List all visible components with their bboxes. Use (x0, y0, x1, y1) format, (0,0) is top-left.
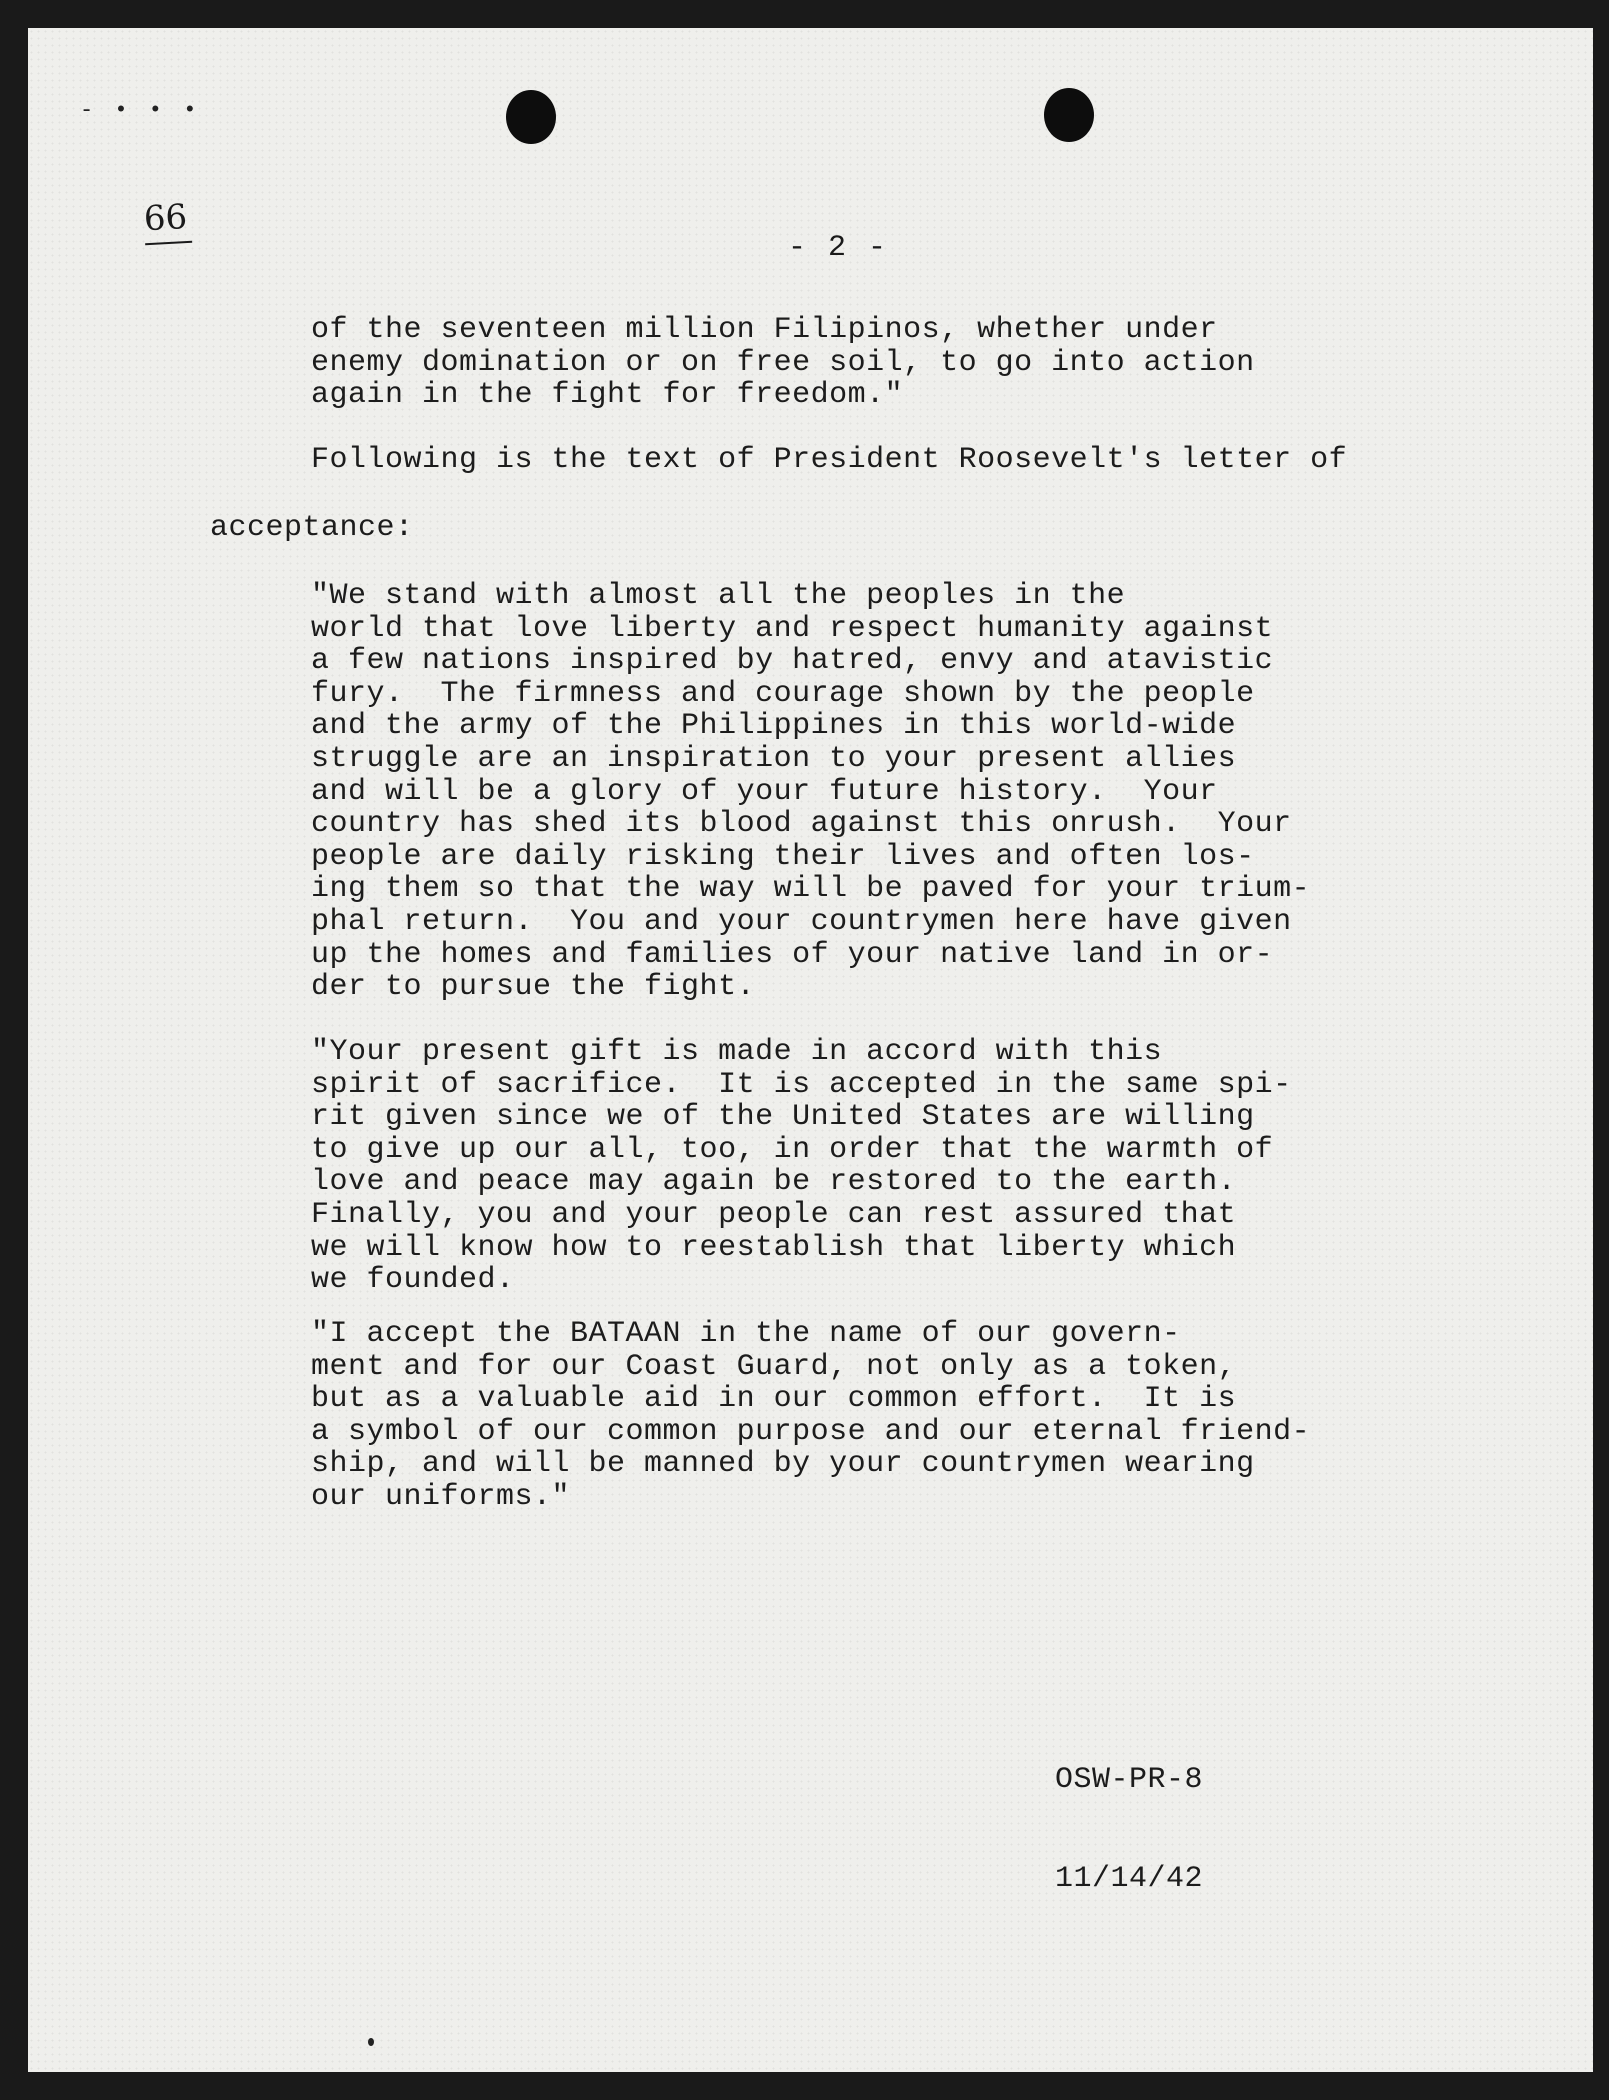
letter-paragraph-1: "We stand with almost all the peoples in the world that love liberty and respect humanity against a few nations inspired by hatred, envy and atavistic fury. The firmness and courage shown by the people and the army of the Philippines in this world-wide struggle are an inspiration to your present allies and will be a glory of your future history. Your country has shed its blood against this onrush. Your people are daily risking their lives and often los- ing them so that the way will be paved for your trium- phal return. You and your countrymen here have given up the homes and families of your native land in or- der to pursue the fight. (311, 579, 1311, 1005)
punch-hole-right (1044, 88, 1094, 142)
document-page (28, 28, 1593, 2072)
intro-line: Following is the text of President Roosevelt's letter of (311, 443, 1348, 477)
reference-code: OSW-PR-8 (1055, 1763, 1204, 1797)
ink-speck (368, 2038, 374, 2046)
letter-paragraph-3: "I accept the BATAAN in the name of our govern- ment and for our Coast Guard, not only as a token, but as a valuable aid in our common effort. It is a symbol of our common purpose and our eternal friend- ship, and will be manned by your countrymen wearing our uniforms." (311, 1317, 1311, 1514)
letter-paragraph-2: "Your present gift is made in accord with this spirit of sacrifice. It is accepted in the same spi- rit given since we of the United States are willing to give up our all, too, in order that the warmth of love and peace may again be restored to the earth. Finally, you and your people can rest assured that we will know how to reestablish that liberty which we founded. (311, 1035, 1292, 1298)
document-date: 11/14/42 (1055, 1862, 1204, 1896)
intro-line-continued: acceptance: (210, 511, 414, 545)
reference-block (1055, 1698, 1203, 1962)
continuation-paragraph: of the seventeen million Filipinos, whether under enemy domination or on free soil, to go into action again in the fight for freedom." (311, 313, 1255, 413)
handwritten-number: 66 (143, 197, 193, 245)
margin-marks: - • • • (80, 98, 201, 123)
punch-hole-left (506, 90, 556, 144)
page-number: - 2 - (788, 231, 889, 265)
